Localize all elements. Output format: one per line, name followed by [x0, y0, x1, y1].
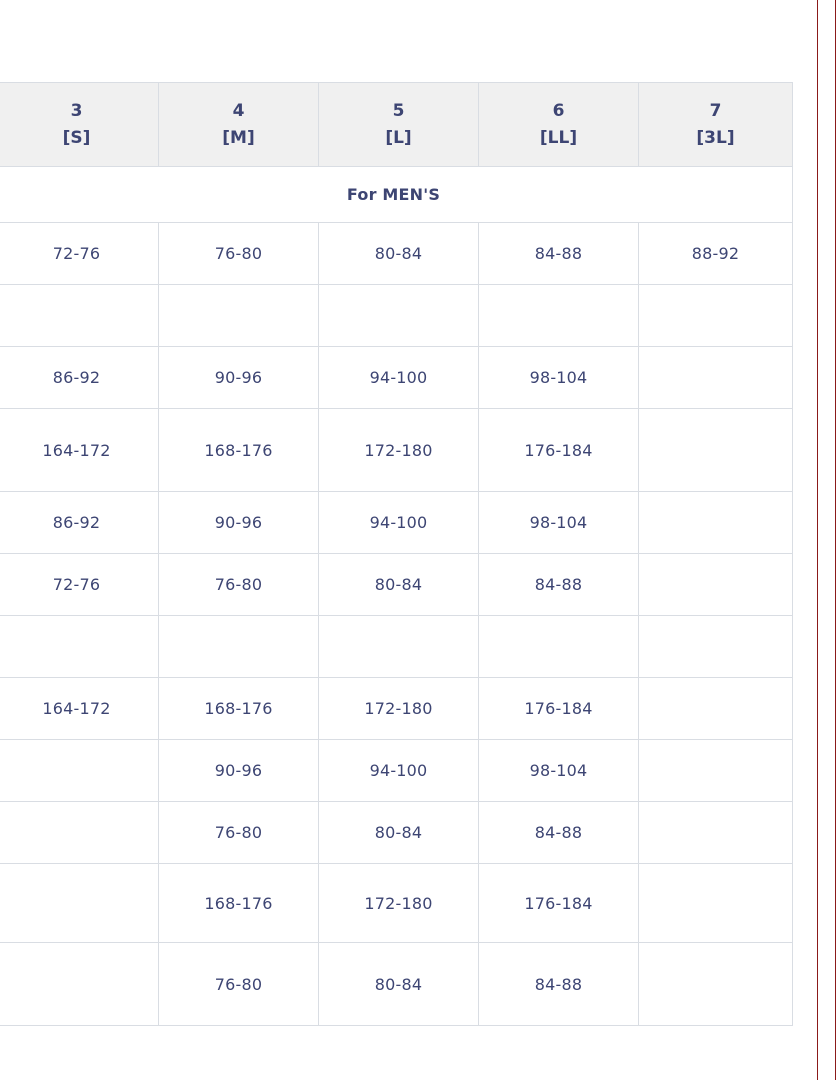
table-cell: 80-84 — [319, 223, 479, 285]
table-cell — [0, 864, 159, 943]
column-header-size-6 — [479, 83, 639, 167]
table-cell: 98-104 — [479, 492, 639, 554]
table-cell — [639, 678, 793, 740]
column-header-number: 7 — [709, 101, 722, 122]
table-cell: 90-96 — [159, 347, 319, 409]
table-cell — [0, 616, 159, 678]
page-title: For MEN'S — [0, 167, 793, 223]
table-cell — [639, 802, 793, 864]
page-edge-rule-right — [835, 0, 836, 1080]
table-cell — [159, 616, 319, 678]
table-cell — [0, 802, 159, 864]
table-cell — [0, 285, 159, 347]
table-cell — [0, 943, 159, 1026]
table-cell: 84-88 — [479, 802, 639, 864]
column-header-size-4 — [159, 83, 319, 167]
header-row — [0, 83, 793, 167]
table-cell: 72-76 — [0, 554, 159, 616]
table-cell: 172-180 — [319, 409, 479, 492]
table-cell: 168-176 — [159, 409, 319, 492]
table-cell — [319, 285, 479, 347]
column-header-number: 4 — [232, 101, 245, 122]
column-header-size-5 — [319, 83, 479, 167]
table-cell: 94-100 — [319, 740, 479, 802]
table-cell: 164-172 — [0, 678, 159, 740]
table-row — [0, 616, 793, 678]
table-cell — [639, 740, 793, 802]
table-body — [0, 223, 793, 1026]
table-row — [0, 554, 793, 616]
table-header — [0, 83, 793, 167]
table-cell — [639, 347, 793, 409]
table-cell: 176-184 — [479, 409, 639, 492]
table-cell: 172-180 — [319, 678, 479, 740]
column-header-alias: [3L] — [696, 127, 735, 148]
table-cell: 84-88 — [479, 943, 639, 1026]
table-cell — [639, 285, 793, 347]
table-cell: 90-96 — [159, 740, 319, 802]
table-row — [0, 802, 793, 864]
table-cell: 168-176 — [159, 678, 319, 740]
table-row — [0, 864, 793, 943]
table-cell: 90-96 — [159, 492, 319, 554]
table-cell: 94-100 — [319, 347, 479, 409]
table-title-row — [0, 167, 793, 223]
table-row — [0, 740, 793, 802]
table-cell — [0, 740, 159, 802]
table-cell: 98-104 — [479, 740, 639, 802]
table-cell: 164-172 — [0, 409, 159, 492]
table-cell — [159, 285, 319, 347]
table-cell: 176-184 — [479, 678, 639, 740]
table-cell: 76-80 — [159, 943, 319, 1026]
table-cell — [319, 616, 479, 678]
table-cell: 72-76 — [0, 223, 159, 285]
table-row — [0, 347, 793, 409]
table-row — [0, 409, 793, 492]
table-row — [0, 223, 793, 285]
table-cell: 98-104 — [479, 347, 639, 409]
page-edge-rule-left — [817, 0, 818, 1080]
table-cell — [639, 409, 793, 492]
table-cell: 80-84 — [319, 943, 479, 1026]
table-cell: 84-88 — [479, 554, 639, 616]
table-cell — [639, 492, 793, 554]
column-header-alias: [S] — [62, 127, 91, 148]
table-cell — [479, 616, 639, 678]
column-header-number: 6 — [552, 101, 565, 122]
size-chart-table — [0, 82, 793, 1026]
table-cell: 76-80 — [159, 554, 319, 616]
table-cell — [639, 616, 793, 678]
column-header-number: 5 — [392, 101, 405, 122]
table-cell: 168-176 — [159, 864, 319, 943]
size-chart-container — [0, 82, 792, 1026]
table-cell: 86-92 — [0, 347, 159, 409]
table-cell: 172-180 — [319, 864, 479, 943]
table-cell: 76-80 — [159, 802, 319, 864]
table-cell: 94-100 — [319, 492, 479, 554]
table-cell — [639, 864, 793, 943]
table-cell: 80-84 — [319, 554, 479, 616]
table-cell — [639, 943, 793, 1026]
table-cell — [479, 285, 639, 347]
column-header-alias: [LL] — [539, 127, 578, 148]
table-row — [0, 492, 793, 554]
column-header-number: 3 — [70, 101, 83, 122]
table-cell — [639, 554, 793, 616]
column-header-size-3 — [0, 83, 159, 167]
table-cell: 86-92 — [0, 492, 159, 554]
column-header-alias: [L] — [385, 127, 412, 148]
table-row — [0, 678, 793, 740]
table-cell: 176-184 — [479, 864, 639, 943]
table-row — [0, 285, 793, 347]
column-header-size-7 — [639, 83, 793, 167]
table-cell: 76-80 — [159, 223, 319, 285]
column-header-alias: [M] — [222, 127, 255, 148]
table-cell: 80-84 — [319, 802, 479, 864]
table-cell: 88-92 — [639, 223, 793, 285]
table-row — [0, 943, 793, 1026]
table-cell: 84-88 — [479, 223, 639, 285]
